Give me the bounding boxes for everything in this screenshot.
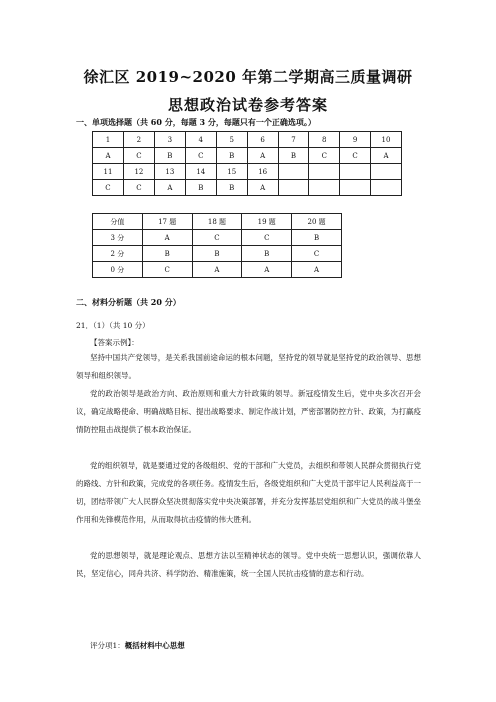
mc-table-cell: C [309, 148, 340, 164]
mc-table-cell: 11 [93, 164, 124, 180]
mc-table-cell [340, 180, 371, 196]
score-table [92, 213, 342, 278]
answer-label: 【答案示例】： [90, 338, 139, 347]
mc-table-cell: 2 [123, 132, 154, 148]
mc-table-cell: A [154, 180, 185, 196]
mc-table-cell: 15 [216, 164, 247, 180]
mc-table-cell [278, 180, 309, 196]
score-table-row [93, 230, 342, 246]
mc-table-cell [340, 164, 371, 180]
mc-table-cell: B [185, 180, 216, 196]
mc-table-cell: A [370, 148, 401, 164]
mc-table-cell: B [154, 148, 185, 164]
mc-table-cell: 5 [216, 132, 247, 148]
page-subtitle: 思想政治试卷参考答案 [167, 96, 328, 114]
mc-table-cell: C [185, 148, 216, 164]
mc-table-cell: 12 [123, 164, 154, 180]
score-table-cell: A [292, 262, 342, 278]
mc-table-cell: 3 [154, 132, 185, 148]
score-table-header-cell: 17 题 [142, 214, 192, 230]
score-table-cell: A [142, 230, 192, 246]
scoring-item-label: 评分项1： [90, 641, 125, 650]
mc-table-cell: 1 [93, 132, 124, 148]
score-table-cell: C [192, 230, 242, 246]
answer-paragraph: 党的思想领导，就是理论观点、思想方法以至精神状态的领导。党中央统一思想认识，强调依靠人民，坚定信心，同舟共济、科学防治、精准施策，统一全国人民抗击疫情的意志和行动。 [76, 551, 421, 578]
mc-table-cell [309, 164, 340, 180]
mc-table-cell: C [123, 180, 154, 196]
score-table-header-cell: 20 题 [292, 214, 342, 230]
score-table-cell: A [242, 262, 292, 278]
mc-table-cell: 10 [370, 132, 401, 148]
mc-table-row [93, 148, 402, 164]
mc-table-cell: 14 [185, 164, 216, 180]
mc-table-cell: A [247, 180, 278, 196]
score-table-cell: C [142, 262, 192, 278]
mc-table-row [93, 180, 402, 196]
score-table-cell: 3 分 [93, 230, 143, 246]
score-table-cell: B [142, 246, 192, 262]
answer-paragraph: 党的组织领导，就是要通过党的各级组织、党的干部和广大党员，去组织和带领人民群众贯彻执行党的路线、方针和政策，完成党的各项任务。疫情发生后，各级党组织和广大党员干部牢记人民利益高于一切，团结带领广大人民群众坚决贯彻落实党中央决策部署，并充分发挥基层党组织和广大党员的战斗堡垒作用和先锋模范作用，从而取得抗击疫情的伟大胜利。 [76, 461, 421, 524]
mc-table-cell: 6 [247, 132, 278, 148]
score-table-row [93, 246, 342, 262]
section-heading-1: 一、单项选择题（共 60 分，每题 3 分，每题只有一个正确选项。） [76, 117, 316, 127]
answer-paragraph: 坚持中国共产党领导，是关系我国前途命运的根本问题，坚持党的领导就是坚持党的政治领导、思想领导和组织领导。 [76, 353, 421, 380]
mc-table-cell: C [123, 148, 154, 164]
score-table-cell: 2 分 [93, 246, 143, 262]
mc-table-cell: B [216, 180, 247, 196]
score-table-header-cell: 分值 [93, 214, 143, 230]
score-table-cell: B [292, 230, 342, 246]
mc-table-cell: 7 [278, 132, 309, 148]
mc-table-cell: B [216, 148, 247, 164]
score-table-cell: C [292, 246, 342, 262]
answer-paragraph: 党的政治领导是政治方向、政治原则和重大方针政策的领导。新冠疫情发生后，党中央多次召开会议，确定战略使命、明确战略目标、提出战略要求、制定作战计划，严密部署防控方针、政策，为打赢疫情防控阻击战提供了根本政治保证。 [76, 389, 421, 434]
mc-table-cell: A [247, 148, 278, 164]
mc-table-cell: C [93, 180, 124, 196]
question-number: 21．（1）（共 10 分） [76, 321, 150, 330]
mc-table-cell [309, 180, 340, 196]
mc-table-cell: 13 [154, 164, 185, 180]
scoring-item-text: 概括材料中心思想 [124, 641, 185, 650]
score-table-cell: C [242, 230, 292, 246]
mc-table-cell: 8 [309, 132, 340, 148]
mc-table-cell [370, 180, 401, 196]
section-heading-2: 二、材料分析题（共 20 分） [76, 297, 181, 307]
mc-table-cell: A [93, 148, 124, 164]
score-table-cell: A [192, 262, 242, 278]
mc-table-cell: B [278, 148, 309, 164]
mc-table-cell [278, 164, 309, 180]
multiple-choice-answer-table [92, 131, 402, 196]
score-table-header-cell: 19 题 [242, 214, 292, 230]
mc-table-cell: 9 [340, 132, 371, 148]
mc-table-cell: 16 [247, 164, 278, 180]
mc-table-cell: C [340, 148, 371, 164]
score-table-row [93, 262, 342, 278]
score-table-cell: 0 分 [93, 262, 143, 278]
mc-table-row [93, 164, 402, 180]
score-table-cell: B [242, 246, 292, 262]
score-table-cell: B [192, 246, 242, 262]
page-title: 徐汇区 2019~2020 年第二学期高三质量调研 [83, 68, 413, 86]
mc-table-row [93, 132, 402, 148]
score-table-header-cell: 18 题 [192, 214, 242, 230]
mc-table-cell [370, 164, 401, 180]
scoring-item [90, 640, 185, 651]
mc-table-cell: 4 [185, 132, 216, 148]
